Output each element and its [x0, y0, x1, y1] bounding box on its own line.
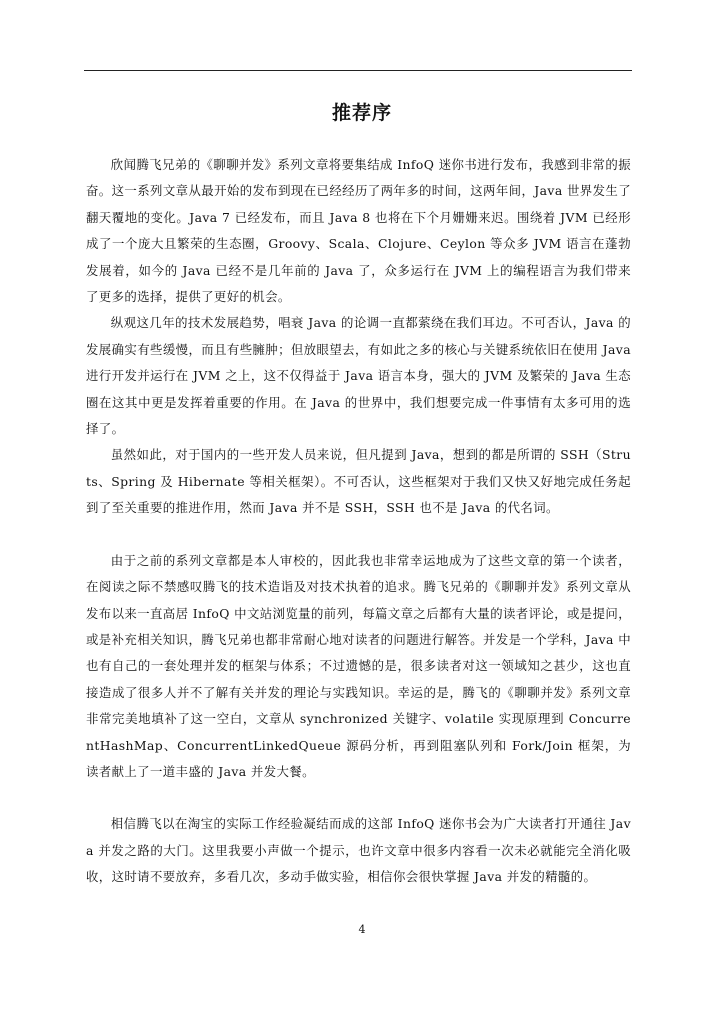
- paragraph-4: 由于之前的系列文章都是本人审校的，因此我也非常幸运地成为了这些文章的第一个读者，在阅读之际不禁感叹腾飞的技术造诣及对技术执着的追求。腾飞兄弟的《聊聊并发》系列文章从发布以来一直高居 InfoQ 中文站浏览量的前列，每篇文章之后都有大量的读者评论，或是提问，或是补充相关知识，腾飞兄弟也都非常耐心地对读者的问题进行解答。并发是一个学科，Java 中也有自己的一套处理并发的框架与体系；不过遗憾的是，很多读者对这一领域知之甚少，这也直接造成了很多人并不了解有关并发的理论与实践知识。幸运的是，腾飞的《聊聊并发》系列文章非常完美地填补了这一空白，文章从 synchronized 关键字、volatile 实现原理到 ConcurrentHashMap、ConcurrentLinkedQueue 源码分析，再到阻塞队列和 Fork/Join 框架，为读者献上了一道丰盛的 Java 并发大餐。: [86, 552, 631, 779]
- paragraph-3: 虽然如此，对于国内的一些开发人员来说，但凡提到 Java，想到的都是所谓的 SSH（Struts、Spring 及 Hibernate 等相关框架）。不可否认，这些框架对于我们又快又好地完成任务起到了至关重要的推进作用，然而 Java 并不是 SSH，SSH 也不是 Java 的代名词。: [86, 447, 631, 516]
- section-gap: [86, 522, 631, 548]
- page-title: 推荐序: [331, 102, 392, 124]
- header-rule: [84, 70, 632, 71]
- paragraph-1: 欣闻腾飞兄弟的《聊聊并发》系列文章将要集结成 InfoQ 迷你书进行发布，我感到非常的振奋。这一系列文章从最开始的发布到现在已经经历了两年多的时间，这两年间，Java 世界发生了翻天覆地的变化。Java 7 已经发布，而且 Java 8 也将在下个月姗姗来迟。围绕着 JVM 已经形成了一个庞大且繁荣的生态圈，Groovy、Scala、Clojure、Ceylon 等众多 JVM 语言在蓬勃发展着，如今的 Java 已经不是几年前的 Java 了，众多运行在 JVM 上的编程语言为我们带来了更多的选择，提供了更好的机会。: [86, 157, 631, 305]
- section-gap: [86, 785, 631, 811]
- page-number: 4: [358, 923, 366, 936]
- paragraph-5: 相信腾飞以在淘宝的实际工作经验凝结而成的这部 InfoQ 迷你书会为广大读者打开通往 Java 并发之路的大门。这里我要小声做一个提示，也许文章中很多内容看一次未必就能完全消化吸收，这时请不要放弃，多看几次，多动手做实验，相信你会很快掌握 Java 并发的精髓的。: [86, 816, 631, 885]
- paragraph-2: 纵观这几年的技术发展趋势，唱衰 Java 的论调一直都萦绕在我们耳边。不可否认，Java 的发展确实有些缓慢，而且有些臃肿；但放眼望去，有如此之多的核心与关键系统依旧在使用 Java 进行开发并运行在 JVM 之上，这不仅得益于 Java 语言本身，强大的 JVM 及繁荣的 Java 生态圈在这其中更是发挥着重要的作用。在 Java 的世界中，我们想要完成一件事情有太多可用的选择了。: [86, 315, 631, 437]
- document-body: [86, 152, 631, 891]
